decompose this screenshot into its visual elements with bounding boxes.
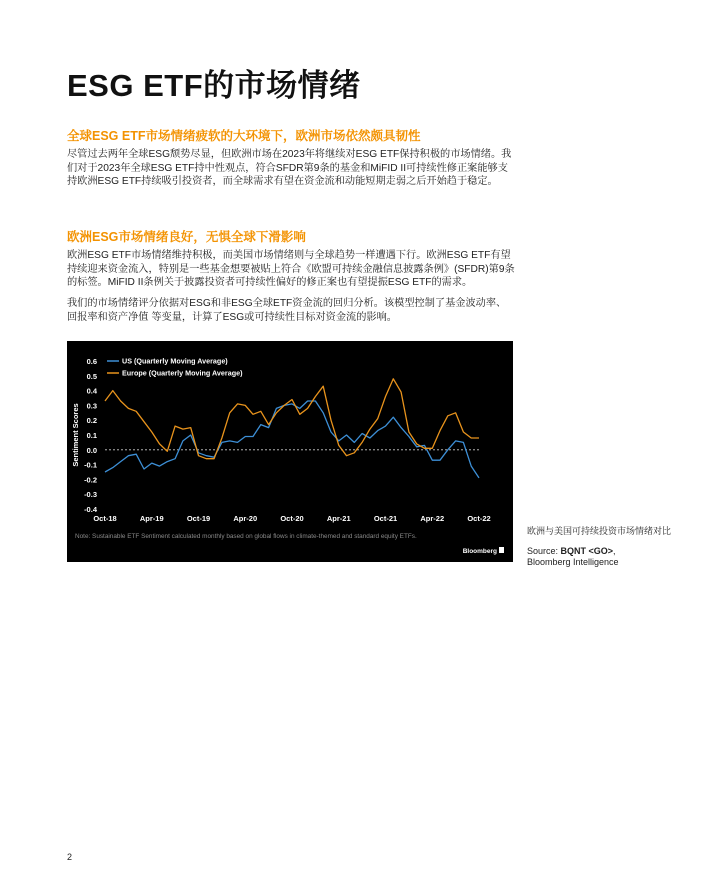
chart-source-bi: Bloomberg Intelligence [527, 557, 619, 567]
section2-paragraph-1: 欧洲ESG ETF市场情绪维持积极，而美国市场情绪则与全球趋势一样遭遇下行。欧洲ESG ETF有望持续迎来资金流入，特别是一些基金想要被贴上符合《欧盟可持续金融信息披露条例》(SFDR)第9条的标签。MiFID II条例关于披露投资者可持续性偏好的修正案也有望提振ESG ETF的需求。 [67, 250, 515, 289]
source-bqnt: BQNT <GO> [560, 546, 614, 556]
bloomberg-logo: Bloomberg [462, 548, 497, 555]
y-tick-label: 0.2 [86, 416, 97, 426]
chart-caption: 欧洲与美国可持续投资市场情绪对比 [527, 526, 672, 536]
y-tick-label: 0.5 [86, 371, 97, 381]
europe-series-line [105, 379, 479, 459]
source-prefix: Source: [527, 546, 561, 556]
y-tick-label: -0.4 [84, 505, 97, 514]
y-tick-label: 0.3 [86, 401, 97, 411]
x-tick-label: Oct-22 [467, 514, 491, 523]
sentiment-chart-svg [67, 341, 513, 562]
x-tick-label: Apr-20 [233, 514, 258, 523]
page-title: ESG ETF的市场情绪 [67, 68, 361, 103]
chart-note: Note: Sustainable ETF Sentiment calculated monthly based on global flows in climate-themed and standard equity ETFs. [75, 533, 417, 540]
x-tick-label: Oct-21 [373, 514, 398, 523]
x-tick-label: Apr-22 [420, 514, 445, 523]
section1-heading: 全球ESG ETF市场情绪疲软的大环境下，欧洲市场依然颇具韧性 [67, 129, 421, 143]
y-axis-label: Sentiment Scores [71, 403, 80, 467]
y-tick-label: 0.1 [86, 431, 97, 440]
legend-us-label: US (Quarterly Moving Average) [122, 356, 228, 366]
section1-paragraph: 尽管过去两年全球ESG颓势尽显，但欧洲市场在2023年将继续对ESG ETF保持积极的市场情绪。我们对于2023年全球ESG ETF持中性观点，符合SFDR第9条的基金和MiFID II可持续性修正案能够支持欧洲ESG ETF持续吸引投资者，而全球需求有望在资金流和动能短期走弱之后开始趋于稳定。 [67, 149, 512, 188]
page-number: 2 [67, 852, 73, 862]
y-tick-label: -0.2 [84, 475, 97, 485]
y-tick-label: 0.6 [86, 357, 97, 366]
y-tick-label: 0.4 [86, 386, 97, 396]
x-tick-label: Oct-20 [280, 514, 304, 523]
y-tick-label: -0.3 [84, 490, 97, 500]
x-tick-label: Oct-19 [186, 514, 211, 523]
sentiment-chart [67, 341, 513, 562]
source-suffix: , [613, 546, 616, 556]
x-tick-label: Oct-18 [93, 514, 117, 523]
y-tick-label: 0.0 [86, 445, 97, 455]
bloomberg-icon [499, 547, 504, 553]
x-tick-label: Apr-19 [139, 514, 164, 523]
legend-europe-label: Europe (Quarterly Moving Average) [122, 368, 243, 378]
section2-heading: 欧洲ESG市场情绪良好，无惧全球下滑影响 [67, 230, 306, 244]
x-tick-label: Apr-21 [326, 514, 351, 523]
us-series-line [105, 401, 479, 478]
y-tick-label: -0.1 [84, 460, 97, 470]
section2-paragraph-2: 我们的市场情绪评分依据对ESG和非ESG全球ETF资金流的回归分析。该模型控制了基金波动率、回报率和资产净值 等变量，计算了ESG或可持续性目标对资金流的影响。 [67, 298, 507, 323]
